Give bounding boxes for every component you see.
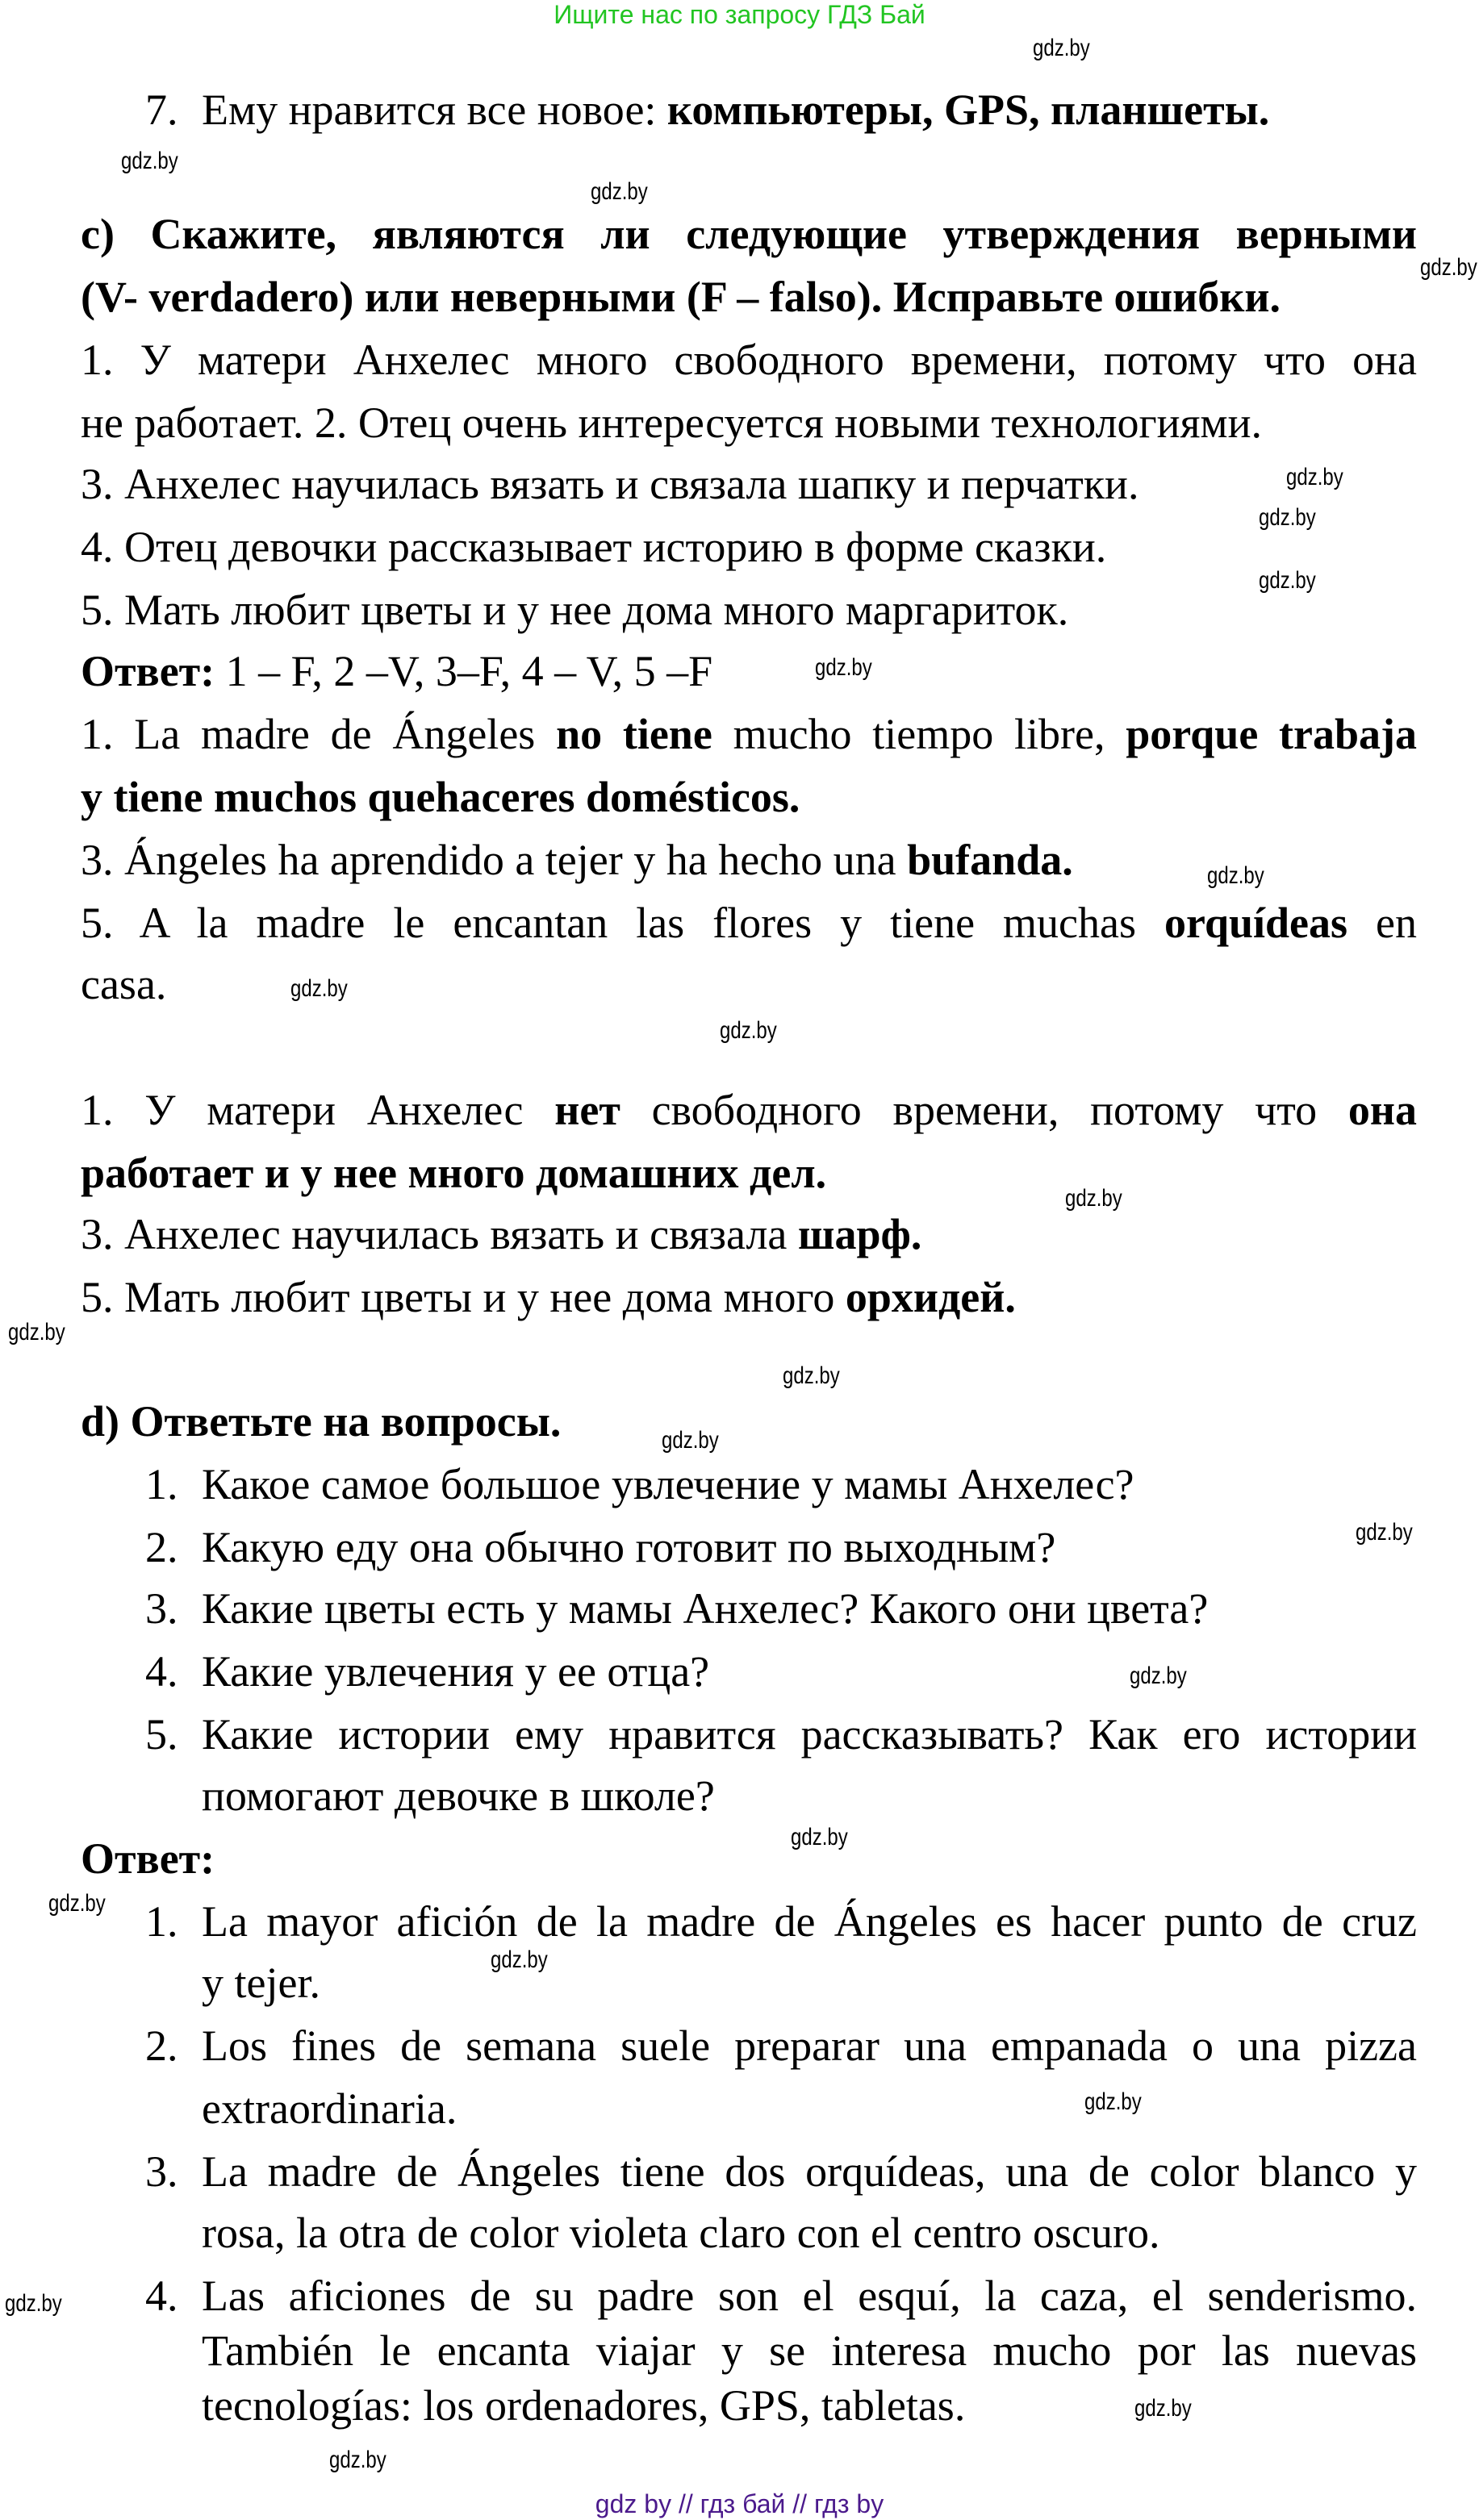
ru-correction-1-cont: работает и у нее много домашних дел. bbox=[81, 1149, 827, 1197]
watermark: gdz.by bbox=[48, 1890, 106, 1917]
watermark: gdz.by bbox=[1259, 567, 1316, 594]
watermark: gdz.by bbox=[1134, 2395, 1192, 2422]
item-7 bbox=[202, 86, 1269, 134]
bold-text: no tiene bbox=[556, 710, 712, 758]
watermark: gdz.by bbox=[783, 1362, 840, 1389]
text: свободного времени, потому что bbox=[620, 1086, 1348, 1134]
question-number: 5. bbox=[145, 1710, 178, 1759]
text: 5. A la madre le encantan las flores y tiene muchas bbox=[81, 899, 1164, 947]
bold-text: нет bbox=[554, 1086, 620, 1134]
watermark: gdz.by bbox=[1286, 464, 1343, 490]
question: Какое самое большое увлечение у мамы Анхелес? bbox=[202, 1460, 1134, 1508]
es-correction-1 bbox=[81, 710, 1417, 758]
es-correction-1-cont: y tiene muchos quehaceres domésticos. bbox=[81, 773, 800, 821]
watermark: gdz.by bbox=[815, 654, 872, 681]
watermark: gdz.by bbox=[791, 1824, 848, 1850]
question: Какие истории ему нравится рассказывать? Как его истории bbox=[202, 1710, 1417, 1759]
watermark: gdz.by bbox=[1130, 1663, 1187, 1689]
ru-correction-5 bbox=[81, 1273, 1016, 1321]
ru-correction-1 bbox=[81, 1086, 1417, 1134]
statement-4: 4. Отец девочки рассказывает историю в форме сказки. bbox=[81, 523, 1107, 571]
watermark: gdz.by bbox=[1207, 862, 1264, 889]
watermark: gdz.by bbox=[1356, 1519, 1413, 1546]
watermark: gdz.by bbox=[1033, 35, 1090, 61]
answer-cont: extraordinaria. bbox=[202, 2084, 457, 2133]
watermark: gdz.by bbox=[1420, 254, 1477, 281]
answer-number: 2. bbox=[145, 2021, 178, 2070]
answer-number: 4. bbox=[145, 2272, 178, 2320]
question-number: 1. bbox=[145, 1460, 178, 1508]
question: Какую еду она обычно готовит по выходным? bbox=[202, 1523, 1056, 1571]
answer-cont: tecnologías: los ordenadores, GPS, tabletas. bbox=[202, 2381, 966, 2430]
watermark: gdz.by bbox=[5, 2290, 62, 2317]
text: 3. Анхелес научилась вязать и связала bbox=[81, 1210, 798, 1258]
text: 1. La madre de Ángeles bbox=[81, 710, 557, 758]
question-number: 4. bbox=[145, 1647, 178, 1696]
text: 1. У матери Анхелес bbox=[81, 1086, 555, 1134]
question-cont: помогают девочке в школе? bbox=[202, 1771, 715, 1820]
answer-cont: y tejer. bbox=[202, 1959, 320, 2007]
watermark: gdz.by bbox=[491, 1946, 548, 1973]
section-c-heading: c) Скажите, являются ли следующие утверждения верными bbox=[81, 210, 1417, 258]
watermark: gdz.by bbox=[1084, 2088, 1142, 2115]
statement-5: 5. Мать любит цветы и у нее дома много маргариток. bbox=[81, 586, 1069, 634]
answer-label: Ответ: bbox=[81, 647, 215, 695]
question: Какие увлечения у ее отца? bbox=[202, 1647, 710, 1696]
watermark: gdz.by bbox=[662, 1427, 719, 1454]
answer-number: 3. bbox=[145, 2147, 178, 2196]
watermark: gdz.by bbox=[1065, 1185, 1122, 1212]
search-banner[interactable]: Ищите нас по запросу ГДЗ Бай bbox=[554, 0, 925, 29]
watermark: gdz.by bbox=[8, 1319, 65, 1346]
bold-text: она bbox=[1347, 1086, 1417, 1134]
ru-correction-3 bbox=[81, 1210, 921, 1258]
answer-text: 1 – F, 2 –V, 3–F, 4 – V, 5 –F bbox=[215, 647, 713, 695]
question: Какие цветы есть у мамы Анхелес? Какого они цвета? bbox=[202, 1584, 1209, 1633]
answers-label: Ответ: bbox=[81, 1834, 215, 1883]
question-number: 3. bbox=[145, 1584, 178, 1633]
question-number: 2. bbox=[145, 1523, 178, 1571]
item-number: 7. bbox=[145, 86, 178, 134]
answer-number: 1. bbox=[145, 1897, 178, 1946]
watermark: gdz.by bbox=[290, 975, 348, 1002]
text: mucho tiempo libre, bbox=[712, 710, 1126, 758]
statement-3: 3. Анхелес научилась вязать и связала шапку и перчатки. bbox=[81, 460, 1139, 508]
bold-text: шарф. bbox=[797, 1210, 922, 1258]
answer-cont: También le encanta viajar y se interesa mucho por las nuevas bbox=[202, 2326, 1417, 2375]
bold-text: porque trabaja bbox=[1126, 710, 1418, 758]
item-bold-text: компьютеры, GPS, планшеты. bbox=[666, 86, 1270, 134]
watermark: gdz.by bbox=[720, 1017, 777, 1044]
watermark: gdz.by bbox=[1259, 504, 1316, 531]
section-c-heading-2: (V- verdadero) или неверными (F – falso). Исправьте ошибки. bbox=[81, 273, 1281, 321]
bold-text: orquídeas bbox=[1164, 899, 1348, 947]
answer-cont: rosa, la otra de color violeta claro con el centro oscuro. bbox=[202, 2209, 1160, 2257]
text: 3. Ángeles ha aprendido a tejer y ha hecho una bbox=[81, 836, 908, 884]
answer: La mayor afición de la madre de Ángeles es hacer punto de cruz bbox=[202, 1897, 1417, 1946]
answer: Los fines de semana suele preparar una empanada o una pizza bbox=[202, 2021, 1417, 2070]
answer: Las aficiones de su padre son el esquí, la caza, el senderismo. bbox=[202, 2272, 1417, 2320]
answer: La madre de Ángeles tiene dos orquídeas, una de color blanco y bbox=[202, 2147, 1417, 2196]
bold-text: bufanda. bbox=[907, 836, 1073, 884]
es-correction-3 bbox=[81, 836, 1073, 884]
watermark: gdz.by bbox=[591, 178, 648, 205]
es-correction-5 bbox=[81, 899, 1417, 947]
es-correction-5-cont: casa. bbox=[81, 960, 167, 1008]
footer-links[interactable]: gdz by // гдз бай // гдз by bbox=[595, 2489, 884, 2518]
watermark: gdz.by bbox=[329, 2447, 386, 2473]
text: en bbox=[1347, 899, 1418, 947]
watermark: gdz.by bbox=[121, 148, 178, 174]
statement-1: 1. У матери Анхелес много свободного времени, потому что она bbox=[81, 336, 1417, 384]
bold-text: орхидей. bbox=[845, 1273, 1016, 1321]
item-text: Ему нравится все новое: bbox=[202, 86, 667, 134]
statement-1-cont: не работает. 2. Отец очень интересуется новыми технологиями. bbox=[81, 398, 1262, 447]
section-d-heading: d) Ответьте на вопросы. bbox=[81, 1397, 562, 1446]
answer-line bbox=[81, 647, 712, 695]
text: 5. Мать любит цветы и у нее дома много bbox=[81, 1273, 846, 1321]
